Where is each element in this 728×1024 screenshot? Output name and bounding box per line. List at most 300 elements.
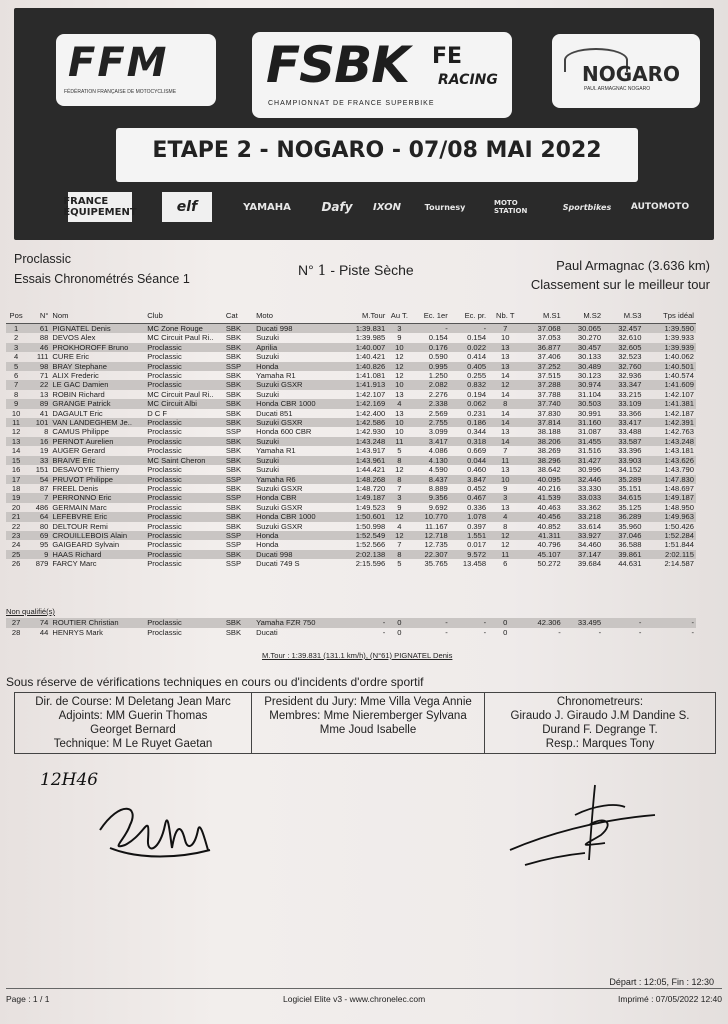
- table-cell: 19: [6, 493, 26, 502]
- table-cell: 37.046: [603, 531, 643, 540]
- table-cell: 0.176: [411, 343, 449, 352]
- table-cell: 13.458: [462, 559, 487, 569]
- table-cell: GAIGEARD Sylvain: [52, 540, 120, 550]
- table-cell: SBK: [225, 333, 242, 343]
- table-cell: 12: [488, 380, 522, 389]
- table-cell: FREEL Denis: [52, 483, 99, 493]
- table-cell: 64: [26, 512, 50, 521]
- table-cell: SBK: [225, 465, 242, 475]
- table-cell: 1.551: [450, 531, 488, 540]
- table-cell: 4.590: [428, 465, 448, 475]
- table-cell: 8: [503, 521, 508, 531]
- table-cell: 16: [26, 437, 50, 446]
- table-cell: 13: [501, 465, 510, 475]
- table-cell: 50.272: [537, 559, 561, 569]
- table-cell: SBK: [224, 343, 254, 352]
- table-cell: 39.861: [603, 550, 643, 559]
- table-cell: 13: [488, 362, 522, 371]
- table-cell: Yamaha R1: [256, 371, 296, 381]
- table-cell: 30.996: [577, 465, 602, 475]
- table-cell: 5: [397, 446, 402, 456]
- session-times: Départ : 12:05, Fin : 12:30: [609, 977, 714, 987]
- table-cell: 9: [503, 483, 508, 493]
- table-cell: 40.463: [537, 502, 561, 512]
- table-cell: CURE Eric: [52, 352, 90, 362]
- table-cell: Proclassic: [147, 427, 182, 437]
- table-cell: FARCY Marc: [52, 559, 97, 569]
- fsbk-logo-subtitle: CHAMPIONNAT DE FRANCE SUPERBIKE: [268, 100, 435, 107]
- table-cell: 0.194: [467, 389, 487, 399]
- table-cell: Suzuki: [256, 333, 279, 343]
- table-cell: 1:47.830: [643, 475, 696, 484]
- table-cell: 1:42.187: [664, 408, 694, 418]
- table-cell: Proclassic: [145, 531, 224, 540]
- table-cell: SBK: [224, 456, 254, 465]
- table-cell: 1:48.697: [664, 483, 694, 493]
- table-cell: HAAS Richard: [50, 550, 145, 559]
- table-cell: 71: [39, 371, 49, 381]
- table-cell: Proclassic: [145, 550, 224, 559]
- table-cell: 33.488: [618, 427, 642, 437]
- nogaro-logo-subtitle: PAUL ARMAGNAC NOGARO: [584, 86, 651, 92]
- table-cell: 38.296: [522, 456, 562, 465]
- table-cell: 23: [6, 531, 26, 540]
- table-cell: 13: [488, 343, 522, 352]
- table-cell: HENRYS Mark: [52, 628, 103, 637]
- best-lap-summary: M.Tour : 1:39.831 (131.1 km/h), (N°61) PIGNATEL Denis: [262, 651, 453, 660]
- table-cell: 5: [397, 559, 402, 569]
- table-cell: SSP: [225, 559, 242, 569]
- table-cell: Proclassic: [145, 475, 224, 484]
- table-cell: 0.154: [428, 333, 448, 343]
- table-cell: 30.270: [577, 333, 602, 343]
- table-cell: 33.417: [603, 418, 643, 427]
- table-cell: 7: [397, 483, 402, 493]
- table-cell: 1:40.574: [664, 371, 694, 381]
- etape-title: ETAPE 2 - NOGARO - 07/08 MAI 2022: [152, 138, 602, 163]
- table-cell: SBK: [225, 483, 242, 493]
- ffm-logo: [56, 34, 216, 106]
- table-cell: Yamaha FZR 750: [254, 618, 339, 628]
- table-row: [6, 418, 696, 427]
- table-cell: 486: [35, 502, 49, 512]
- table-cell: 36.588: [618, 540, 642, 550]
- table-cell: 42.306: [522, 618, 562, 628]
- table-row: [6, 380, 696, 389]
- table-cell: 0.022: [450, 343, 488, 352]
- table-cell: 0.590: [428, 352, 448, 362]
- table-cell: Ducati: [256, 628, 278, 637]
- column-header: M.S1: [522, 307, 562, 324]
- table-cell: -: [691, 628, 694, 637]
- table-cell: Suzuki GSXR: [254, 418, 339, 427]
- table-cell: SSP: [224, 475, 254, 484]
- table-cell: Honda 600 CBR: [256, 427, 312, 437]
- table-cell: 0.017: [467, 540, 487, 550]
- table-cell: 1:49.523: [355, 502, 386, 512]
- table-cell: 37.288: [522, 380, 562, 389]
- reserve-notice: Sous réserve de vérifications techniques en cours ou d'incidents d'ordre sportif: [6, 675, 424, 689]
- table-cell: 0.995: [411, 362, 449, 371]
- table-cell: 12: [395, 465, 404, 475]
- table-cell: 8: [387, 456, 411, 465]
- table-cell: 46: [26, 343, 50, 352]
- table-cell: 0: [503, 628, 508, 637]
- table-cell: 32.760: [603, 362, 643, 371]
- table-cell: 1:42.391: [643, 418, 696, 427]
- table-cell: 45.107: [522, 550, 562, 559]
- table-cell: MC Circuit Paul Ri..: [147, 389, 214, 399]
- table-cell: -: [445, 628, 448, 637]
- table-cell: 1:43.626: [643, 456, 696, 465]
- table-cell: Suzuki: [256, 389, 279, 399]
- table-cell: 37.252: [522, 362, 562, 371]
- table-cell: 2:14.587: [664, 559, 694, 569]
- fsbk-logo-racing: RACING: [438, 72, 498, 88]
- table-cell: 28: [11, 628, 21, 637]
- table-cell: 25: [6, 550, 26, 559]
- handwritten-time: 12H46: [40, 770, 99, 790]
- table-cell: 2.569: [428, 408, 448, 418]
- table-cell: 54: [26, 475, 50, 484]
- results-table: [6, 307, 696, 569]
- table-cell: 1:49.187: [339, 493, 387, 502]
- table-cell: Proclassic: [147, 559, 182, 569]
- table-cell: Honda: [256, 540, 279, 550]
- column-header: Moto: [254, 307, 339, 324]
- table-cell: 1:39.939: [643, 343, 696, 352]
- table-cell: Proclassic: [147, 521, 182, 531]
- table-cell: 1:52.549: [339, 531, 387, 540]
- table-row: [6, 446, 696, 455]
- table-cell: 1:42.107: [355, 389, 386, 399]
- table-cell: Proclassic: [145, 437, 224, 446]
- table-cell: 8: [387, 475, 411, 484]
- table-cell: SBK: [224, 418, 254, 427]
- table-cell: 14: [501, 371, 510, 381]
- sponsor-logo: Tournesy: [424, 202, 466, 212]
- table-cell: 26: [11, 559, 21, 569]
- table-cell: SBK: [225, 389, 242, 399]
- table-cell: DEVOS Alex: [52, 333, 96, 343]
- table-row: [6, 503, 696, 512]
- table-cell: -: [598, 628, 602, 637]
- table-cell: 8: [488, 399, 522, 408]
- table-row: [6, 512, 696, 521]
- table-cell: 33.903: [603, 456, 643, 465]
- table-cell: 10: [387, 343, 411, 352]
- table-cell: Ducati 998: [254, 324, 339, 334]
- ffm-logo-text: FFM: [68, 40, 169, 86]
- table-cell: 1:39.985: [355, 333, 386, 343]
- table-cell: PERNOT Aurelien: [50, 437, 145, 446]
- table-row: [6, 371, 696, 380]
- table-cell: Suzuki GSXR: [256, 483, 303, 493]
- official-line: Durand F. Degrange T.: [542, 724, 658, 736]
- table-cell: SSP: [225, 427, 242, 437]
- table-cell: 1:48.950: [664, 502, 694, 512]
- race-direction-column: [15, 693, 252, 753]
- table-cell: -: [450, 324, 488, 334]
- table-cell: 6: [13, 371, 19, 381]
- table-cell: Proclassic: [145, 380, 224, 389]
- table-cell: Suzuki GSXR: [256, 502, 303, 512]
- column-header: Nb. T: [488, 307, 522, 324]
- session-info: [14, 252, 190, 292]
- table-cell: 10: [488, 475, 522, 484]
- table-cell: SBK: [224, 618, 254, 628]
- etape-box: [116, 128, 638, 182]
- table-cell: 12: [488, 531, 522, 540]
- sponsor-logo: YAMAHA: [243, 201, 291, 213]
- table-cell: SSP: [224, 493, 254, 502]
- table-cell: 2.338: [411, 399, 449, 408]
- fsbk-logo-fe: FE: [432, 44, 463, 69]
- table-cell: 3.417: [411, 437, 449, 446]
- table-cell: 1:42.169: [339, 399, 387, 408]
- table-cell: 12: [501, 540, 510, 550]
- table-row: [6, 540, 696, 549]
- table-cell: 9.356: [411, 493, 449, 502]
- table-cell: 27: [6, 618, 26, 628]
- table-cell: Proclassic: [145, 362, 224, 371]
- official-line: Giraudo J. Giraudo J.M Dandine S.: [510, 710, 690, 722]
- table-cell: 34.460: [577, 540, 602, 550]
- table-cell: 16: [11, 465, 21, 475]
- table-cell: -: [638, 628, 642, 637]
- table-cell: SBK: [224, 380, 254, 389]
- table-cell: 32.457: [603, 324, 643, 334]
- table-cell: LE GAC Damien: [50, 380, 145, 389]
- table-cell: 9: [26, 550, 50, 559]
- table-cell: 0: [397, 628, 402, 637]
- table-cell: 37.406: [537, 352, 561, 362]
- table-cell: 15: [6, 456, 26, 465]
- table-cell: 87: [39, 483, 49, 493]
- table-cell: 13: [501, 502, 510, 512]
- table-cell: 80: [39, 521, 49, 531]
- sponsor-logo: AUTOMOTO: [630, 202, 690, 212]
- table-cell: 1:43.917: [355, 446, 386, 456]
- table-cell: 37.740: [522, 399, 562, 408]
- table-cell: 22.307: [411, 550, 449, 559]
- table-cell: -: [450, 618, 488, 628]
- table-cell: 2:02.138: [339, 550, 387, 559]
- table-cell: 37.788: [537, 389, 561, 399]
- table-cell: 40.095: [522, 475, 562, 484]
- table-cell: 33.614: [577, 521, 602, 531]
- table-cell: 3: [488, 493, 522, 502]
- circuit-info: [531, 258, 710, 296]
- table-cell: DAGAULT Eric: [52, 408, 103, 418]
- table-cell: 30.974: [563, 380, 603, 389]
- table-cell: Suzuki GSXR: [256, 521, 303, 531]
- table-cell: 1:40.007: [339, 343, 387, 352]
- table-cell: 36.289: [603, 512, 643, 521]
- table-cell: 1:43.248: [643, 437, 696, 446]
- table-cell: SSP: [224, 362, 254, 371]
- table-cell: -: [643, 618, 696, 628]
- table-cell: 33.587: [603, 437, 643, 446]
- table-cell: 1:51.844: [664, 540, 694, 550]
- sponsor-logo: IXON: [373, 201, 401, 213]
- table-cell: 8.437: [411, 475, 449, 484]
- table-cell: 0.255: [467, 371, 487, 381]
- table-cell: 31.455: [563, 437, 603, 446]
- table-cell: 10: [11, 408, 21, 418]
- table-row: [6, 390, 696, 399]
- table-cell: 7: [397, 540, 402, 550]
- table-cell: Ducati 998: [254, 550, 339, 559]
- handwritten-number: 1: [317, 263, 327, 279]
- table-cell: 1:42.930: [355, 427, 386, 437]
- table-cell: 1:42.400: [355, 408, 386, 418]
- sponsor-logo: Sportbikes: [562, 202, 612, 212]
- table-cell: 10: [395, 427, 404, 437]
- table-cell: -: [603, 618, 643, 628]
- table-cell: Honda CBR 1000: [254, 512, 339, 521]
- table-cell: 1:41.081: [355, 371, 386, 381]
- table-cell: PIGNATEL Denis: [50, 324, 145, 334]
- table-cell: 0.405: [450, 362, 488, 371]
- table-row: [6, 522, 696, 531]
- table-cell: Proclassic: [147, 465, 182, 475]
- table-cell: 33.215: [618, 389, 642, 399]
- table-row: [6, 324, 696, 334]
- table-cell: -: [558, 628, 561, 637]
- table-cell: 10: [501, 333, 510, 343]
- table-cell: 30.065: [563, 324, 603, 334]
- table-row: [6, 352, 696, 361]
- table-cell: 14: [488, 418, 522, 427]
- table-cell: 21: [6, 512, 26, 521]
- table-cell: SSP: [224, 531, 254, 540]
- table-cell: 30.123: [577, 371, 602, 381]
- table-cell: 879: [35, 559, 49, 569]
- table-cell: 12.735: [424, 540, 448, 550]
- table-cell: PROKHOROFF Bruno: [50, 343, 145, 352]
- table-cell: 3: [387, 493, 411, 502]
- table-cell: 37.830: [537, 408, 561, 418]
- table-cell: BRAY Stephane: [50, 362, 145, 371]
- table-cell: 33.330: [577, 483, 602, 493]
- results-header-row: [6, 307, 696, 324]
- table-cell: 98: [26, 362, 50, 371]
- table-cell: 7: [6, 380, 26, 389]
- table-cell: 1:39.590: [643, 324, 696, 334]
- table-cell: 18: [11, 483, 21, 493]
- table-cell: 32.936: [618, 371, 642, 381]
- table-cell: Proclassic: [147, 352, 182, 362]
- table-cell: 14: [488, 437, 522, 446]
- table-cell: 12.718: [411, 531, 449, 540]
- table-row: [6, 465, 696, 474]
- non-qualified-label: Non qualifié(s): [6, 607, 55, 616]
- table-cell: 38.269: [537, 446, 561, 456]
- table-cell: 35.960: [618, 521, 642, 531]
- table-cell: 37.814: [522, 418, 562, 427]
- column-header: M.S2: [563, 307, 603, 324]
- table-cell: 30.133: [577, 352, 602, 362]
- table-cell: 40.796: [537, 540, 561, 550]
- table-cell: Honda: [254, 362, 339, 371]
- table-cell: 33.495: [563, 618, 603, 628]
- table-cell: 13: [501, 427, 510, 437]
- table-cell: Yamaha R1: [256, 446, 296, 456]
- ffm-logo-subtitle: FÉDÉRATION FRANÇAISE DE MOTOCYCLISME: [64, 89, 177, 95]
- table-cell: 19: [39, 446, 49, 456]
- table-cell: 31.087: [577, 427, 602, 437]
- table-cell: 13: [395, 408, 404, 418]
- table-cell: GERMAIN Marc: [52, 502, 107, 512]
- table-cell: 3.847: [450, 475, 488, 484]
- table-cell: SBK: [224, 399, 254, 408]
- table-cell: 1:39.831: [339, 324, 387, 334]
- table-cell: 22: [26, 380, 50, 389]
- table-cell: Suzuki: [256, 465, 279, 475]
- table-cell: 3.099: [428, 427, 448, 437]
- timekeepers-column: [485, 693, 715, 753]
- table-cell: SBK: [225, 628, 242, 637]
- table-cell: Proclassic: [147, 540, 182, 550]
- sponsor-logo: Dafy: [321, 200, 353, 214]
- table-cell: -: [411, 324, 449, 334]
- table-cell: Proclassic: [147, 502, 182, 512]
- table-cell: Proclassic: [147, 628, 182, 637]
- table-cell: SBK: [225, 521, 242, 531]
- table-cell: 1:42.107: [664, 389, 694, 399]
- table-cell: 35.289: [603, 475, 643, 484]
- table-cell: 4: [397, 521, 402, 531]
- table-cell: 34.615: [603, 493, 643, 502]
- table-cell: 32.446: [563, 475, 603, 484]
- table-cell: 5: [6, 362, 26, 371]
- table-cell: 0.044: [450, 456, 488, 465]
- table-cell: 33.366: [618, 408, 642, 418]
- table-cell: 0.452: [467, 483, 487, 493]
- table-cell: Proclassic: [145, 493, 224, 502]
- table-row: [6, 333, 696, 342]
- table-row: [6, 559, 696, 568]
- table-cell: SBK: [224, 512, 254, 521]
- table-cell: 2.276: [428, 389, 448, 399]
- table-cell: Ducati 749 S: [256, 559, 300, 569]
- table-cell: 37.515: [537, 371, 561, 381]
- table-cell: Ducati 851: [256, 408, 293, 418]
- table-cell: 33.109: [603, 399, 643, 408]
- table-cell: MC Saint Cheron: [145, 456, 224, 465]
- sponsor-logo: MOTO STATION: [494, 199, 528, 215]
- table-cell: 7: [488, 324, 522, 334]
- table-cell: 12: [387, 362, 411, 371]
- table-row: [6, 437, 696, 446]
- table-cell: Suzuki: [254, 437, 339, 446]
- table-cell: GRANGE Patrick: [50, 399, 145, 408]
- table-cell: 39.684: [577, 559, 602, 569]
- table-cell: 95: [39, 540, 49, 550]
- table-cell: 33.362: [577, 502, 602, 512]
- table-cell: 12: [395, 352, 404, 362]
- table-cell: 9: [6, 399, 26, 408]
- fsbk-logo: [252, 32, 512, 118]
- table-cell: 1:42.763: [664, 427, 694, 437]
- table-cell: 13: [6, 437, 26, 446]
- page-number: Page : 1 / 1: [6, 994, 50, 1004]
- table-cell: 1:40.826: [339, 362, 387, 371]
- table-cell: 0: [488, 618, 522, 628]
- table-row: [6, 362, 696, 371]
- table-cell: 30.489: [563, 362, 603, 371]
